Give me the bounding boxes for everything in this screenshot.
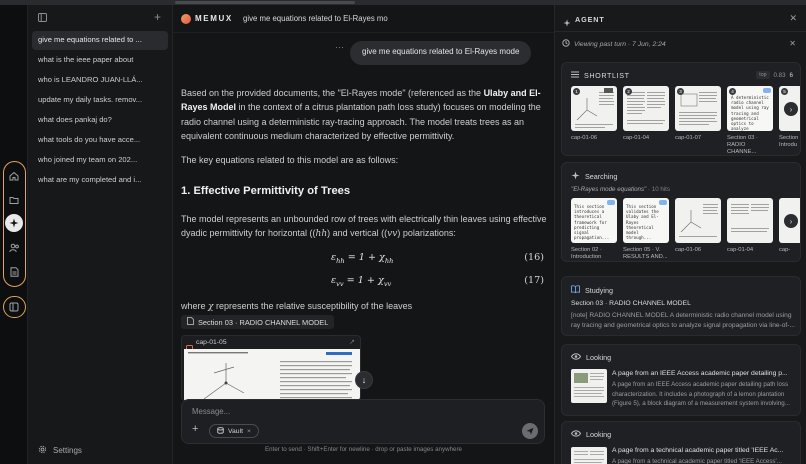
math-chi: χ [208, 302, 214, 312]
settings-label: Settings [53, 446, 82, 455]
database-icon [217, 427, 224, 436]
chevron-right-icon: › [789, 104, 793, 114]
agent-sparkle-icon [563, 14, 571, 32]
studying-panel [561, 276, 801, 336]
shortlist-caption: Section Introdu [779, 135, 799, 149]
gear-icon [38, 445, 47, 456]
message-input[interactable]: Message... [192, 407, 231, 416]
looking-heading: A page from a technical academic paper titled 'IEEE Ac... [612, 447, 784, 454]
rank-badge: 4 [729, 88, 736, 95]
brand-name: MEMUX [195, 14, 233, 23]
document-preview-label: cap-01-05 [196, 339, 227, 346]
searching-panel [561, 162, 801, 262]
viewing-text: Viewing past turn · 7 Jun, 2:24 [574, 40, 666, 48]
conversation-title[interactable]: give me equations related to El-Rayes mo [243, 14, 388, 23]
answer-paragraph-3: The model represents an unbounded row of trees with electrically thin leaves using effective dyadic permittivity for horizontal ((hh) and vertical ((vv) polarizations: [181, 214, 547, 240]
answer-where-line [181, 301, 412, 312]
search-query [571, 186, 670, 193]
shortlist-meta [756, 71, 793, 79]
new-chat-plus-icon[interactable]: + [154, 10, 162, 24]
chat-item[interactable]: what does pankaj do? [38, 115, 112, 124]
shortlist-panel [561, 62, 801, 156]
shortlist-thumbnail[interactable] [727, 86, 773, 131]
agent-title: AGENT [575, 15, 605, 24]
scroll-down-button[interactable] [355, 371, 373, 389]
chevron-right-icon: › [789, 216, 793, 226]
history-icon [562, 39, 570, 49]
agent-panel [554, 5, 806, 464]
rank-badge: 3 [677, 88, 684, 95]
math-vv: vv [387, 229, 398, 240]
looking-thumbnail[interactable] [571, 447, 607, 464]
shortlist-caption: cap-01-04 [623, 135, 650, 141]
equation-17: $\varepsilon_{vv} = 1 + \chi_{vv}$ [331, 275, 392, 288]
answer-paragraph-2: The key equations related to this model are as follows: [181, 155, 399, 165]
attach-plus-icon[interactable]: + [192, 423, 199, 435]
shortlist-thumbnail[interactable] [571, 86, 617, 131]
chat-item[interactable]: update my daily tasks. remov... [38, 95, 143, 104]
chat-item[interactable]: what tools do you have acce... [38, 135, 141, 144]
eye-icon [571, 353, 581, 362]
looking-panel [561, 344, 801, 416]
looking-title-row [571, 430, 611, 439]
search-result-caption: Section 05 · V. RESULTS AND... [623, 247, 668, 261]
shortlist-title: SHORTLIST [584, 71, 630, 80]
chat-main [173, 5, 554, 464]
eye-icon [571, 430, 581, 439]
answer-text: ) polarizations: [397, 228, 456, 239]
search-hits: · 10 hits [647, 186, 670, 193]
agent-sparkle-icon[interactable] [5, 214, 23, 232]
settings-link[interactable] [38, 445, 82, 456]
text-badge [763, 88, 771, 93]
section-chip-label: Section 03 · RADIO CHANNEL MODEL [198, 317, 329, 327]
book-icon [571, 285, 580, 295]
search-result-thumbnail[interactable] [675, 198, 721, 243]
shortlist-thumbnail[interactable] [675, 86, 721, 131]
agent-header [555, 5, 806, 32]
looking-description: A page from an IEEE Access academic paper detailing path loss characterization. It includes a photograph of a lemon plantation (Figure 5), a block diagram of a measurement system involving... [612, 381, 790, 408]
sidebar-header [28, 5, 173, 31]
shortlist-caption: cap-01-07 [675, 135, 702, 141]
search-result-caption: Section 02 · Introduction [571, 247, 602, 261]
search-result-caption: cap-01-06 [675, 247, 702, 253]
home-icon[interactable] [5, 167, 23, 185]
rank-badge: 5 [781, 88, 788, 95]
equation-16-number: (16) [524, 252, 544, 263]
search-result-thumbnail[interactable] [571, 198, 617, 243]
people-icon[interactable] [5, 239, 23, 257]
looking-title: Looking [586, 353, 612, 362]
send-button[interactable] [522, 423, 538, 439]
shortlist-top-badge: top [756, 71, 769, 79]
top-strip-handle [175, 1, 355, 4]
answer-paragraph-1 [181, 86, 547, 144]
math-hh: hh [315, 229, 328, 240]
search-result-caption: cap-01-04 [727, 247, 754, 253]
open-external-icon[interactable]: ↗ [349, 339, 355, 346]
looking-description: A page from a technical academic paper titled 'IEEE Access'... [612, 458, 782, 464]
shortlist-score: 0.83 [773, 71, 786, 79]
dismiss-past-turn-icon[interactable]: ✕ [789, 39, 796, 48]
looking-title-row [571, 353, 611, 362]
search-result-caption: cap- [779, 247, 791, 253]
answer-text: represents the relative susceptibility of the leaves [213, 301, 413, 311]
shortlist-count: 6 [789, 71, 793, 79]
shortlist-text-snippet: A deterministic radio channel model using ray tracing and geometrical optics to analyze [731, 95, 769, 131]
document-icon [187, 317, 194, 327]
rank-badge: 2 [625, 88, 632, 95]
panel-toggle-icon[interactable] [5, 298, 23, 316]
answer-text: where [181, 301, 209, 311]
answer-text: The model represents an unbounded row of trees with electrically thin leaves using effective dyadic permittivity for horizontal ( [181, 214, 547, 239]
search-query-text: "El-Rayes mode equations" [571, 186, 647, 193]
folder-icon[interactable] [5, 191, 23, 209]
section-citation-chip[interactable] [181, 315, 334, 329]
answer-text: Based on the provided documents, the "El-Rayes mode" (referenced as the [181, 88, 484, 98]
shortlist-caption: cap-01-06 [571, 135, 598, 141]
search-text-snippet: This section introduces a theoretical framework for predicting signal propagation... [574, 204, 610, 241]
answer-bold-text: Ulaby and El-Rayes Model [181, 88, 541, 113]
composer-hint: Enter to send · Shift+Enter for newline · drop or paste images anywhere [265, 446, 462, 453]
user-message-bubble: give me equations related to El-Rayes mode [350, 41, 531, 65]
chat-item[interactable]: who joined my team on 202... [38, 155, 138, 164]
document-preview-card[interactable] [181, 335, 361, 401]
chat-header [173, 5, 554, 33]
sidebar-collapse-icon[interactable] [38, 13, 47, 25]
close-agent-icon[interactable]: ✕ [789, 13, 797, 23]
chat-item[interactable]: give me equations related to ... [32, 31, 168, 50]
message-options-icon[interactable]: ··· [335, 42, 344, 52]
answer-heading: 1. Effective Permittivity of Trees [181, 185, 351, 197]
studying-note: [note] RADIO CHANNEL MODEL A deterministic radio channel model using ray tracing and geometrical optics to analyze signal propagation via line-of-... [571, 312, 795, 329]
icon-rail [0, 5, 28, 464]
equation-17-number: (17) [524, 275, 544, 286]
searching-title-row [571, 171, 617, 182]
rank-badge: 1 [573, 88, 580, 95]
message-composer[interactable] [181, 399, 545, 444]
search-next-button[interactable] [784, 214, 798, 228]
shortlist-caption: Section 03 · RADIO CHANNE... [727, 135, 758, 156]
document-page-thumbnail [184, 349, 360, 401]
send-icon [526, 427, 534, 435]
memux-logo [181, 14, 191, 24]
viewing-past-turn [562, 39, 666, 49]
searching-title: Searching [585, 172, 618, 181]
chat-item[interactable]: what is the ieee paper about [38, 55, 134, 64]
looking-heading: A page from an IEEE Access academic paper detailing p... [612, 370, 788, 377]
vault-label: Vault [228, 427, 243, 435]
search-result-thumbnail[interactable] [727, 198, 773, 243]
chat-item[interactable]: what are my completed and i... [38, 175, 142, 184]
search-result-thumbnail[interactable] [623, 198, 669, 243]
answer-text: in the context of a citrus plantation path loss study) focuses on modeling the radio channel using a deterministic ray-tracing approach. The model treats trees as an equivalent continuous medium characterized by effective permittivity. [181, 102, 541, 142]
shortlist-thumbnail[interactable] [623, 86, 669, 131]
search-text-snippet: This section validates the Ulaby and El-Rayes theoretical model through... [626, 204, 659, 241]
arrow-down-icon: ↓ [361, 375, 367, 385]
shortlist-next-button[interactable] [784, 102, 798, 116]
equation-16: $\varepsilon_{hh} = 1 + \chi_{hh}$ [331, 252, 394, 265]
chat-sidebar [28, 5, 173, 464]
document-icon[interactable] [5, 263, 23, 281]
studying-title-row [571, 285, 613, 295]
sparkle-search-icon [571, 171, 580, 182]
studying-section: Section 03 · RADIO CHANNEL MODEL [571, 300, 691, 307]
answer-text: ) and vertical ( [327, 228, 385, 239]
list-icon [571, 71, 579, 80]
shortlist-title-row [571, 71, 630, 80]
studying-title: Studying [585, 285, 613, 295]
chat-item[interactable]: who is LEANDRO JUAN-LLÁ... [38, 75, 143, 84]
vault-chip[interactable] [209, 424, 259, 438]
looking-title: Looking [586, 430, 612, 439]
looking-panel [561, 421, 801, 464]
remove-vault-icon[interactable]: × [247, 427, 251, 435]
looking-thumbnail[interactable] [571, 369, 607, 403]
